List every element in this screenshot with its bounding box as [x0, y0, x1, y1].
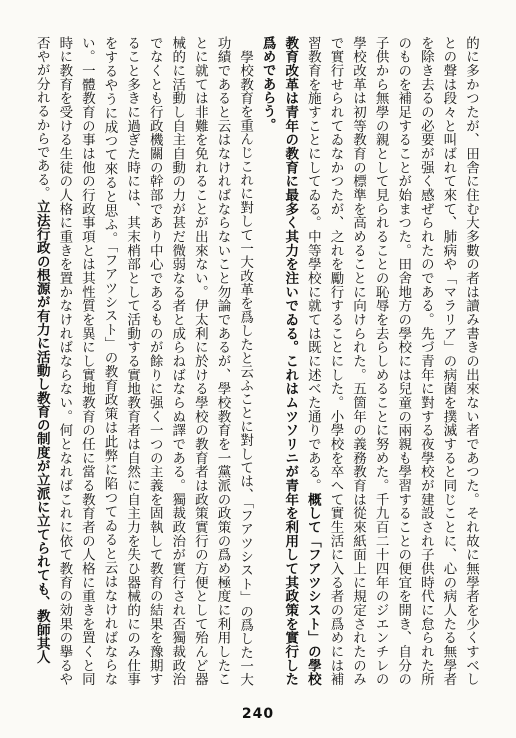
paragraph-2-text: 學校教育を重んじこれに對して一大改革を爲したと云ふことに對しては、「フアツシスト」の爲した一大功績であると云はなければならないこと勿論であるが、學校教育を一黨派の政策の爲め極度に利用したことに就ては非難を免れることが出來ない。伊太利に於ける學校の教育者は政策實行の方便として殆んど器械的に活動し自主自動の力が甚だ微弱なる者と成らねばならぬ譯である。獨裁政治が實行され否獨裁政治でなくとも行政機關の幹部であり中心であるものが餘りに强く一つの主義を固執して教育の結果を豫期すること多きに過ぎた時には、其末梢部として活動する實地教育者は自然に自主力を失ひ器械的にのみ仕事をするやうに成つて來ると思ふ。「フアツシスト」の教育政策は此弊に陷つてゐると云はなければならない。一體教育の事は他の行政事項とは其性質を異にし實地教育の任に當る教育者の人格に重きを置くと同時に教育を受ける生徒の人格に重きを置かなければならない。何となればこれに依て教育の効果の擧るや否やが分れるからである。 [33, 36, 254, 686]
paragraph-1 [256, 36, 482, 686]
page-number: 240 [241, 706, 275, 722]
paragraph-1-text: 的に多かつたが、田舎に住む大多數の者は讀み書きの出來ない者であつた。それ故に無學者を少くすべしとの聲は段々と叫ばれて來て、肺病や「マラリア」の病菌を撲滅すると同じことに、心の病人たる無學者を除き去るの必要が强く感ぜられたのである。先づ青年に對する夜學校が建設され子供時代に怠られた所のものを補足することが始まつた。田舍地方の學校には兒童の兩親も學習することの便宜を開き、自分の子供から無學の親として見られることの恥辱を去らしめることに努めた。千九百二十四年のジエンチレの學校改革は初等教育の標準を高めることに向けられた。五箇年の義務教育は從來紙面上に規定されたのみで實行せられてゐなかつたが、之れを勵行することにした。小學校を卒へて實生活に入る者の爲めには補習教育を施すことにしてゐる。中等學校に就ては既に述べた通りである。 [304, 36, 479, 686]
paragraph-2 [32, 36, 256, 686]
paragraph-2-emphasis: 立法行政の根源が有力に活動し教育の制度が立派に立てられても、教師其人 [33, 199, 50, 664]
paragraph-1-emphasis: 概して「フアツシスト」の學校教育改革は青年の教育に最多く其力を注いでゐる。これはムツソリニが青年を利用して其政策を實行した爲めであらう。 [259, 36, 321, 686]
body-text [32, 36, 482, 686]
